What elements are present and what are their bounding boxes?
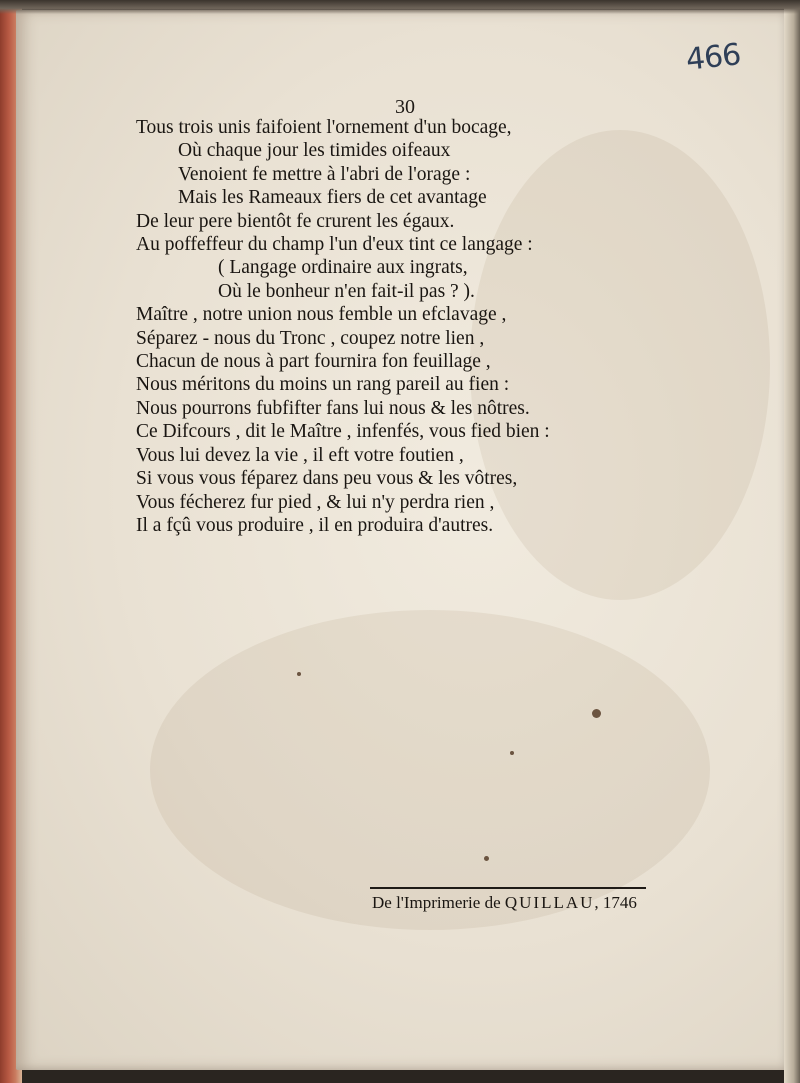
horizontal-rule [370, 887, 646, 889]
poem-line: Où chaque jour les timides oifeaux [178, 140, 451, 162]
poem-line: Chacun de nous à part fournira fon feuillage , [136, 351, 491, 373]
top-shadow [0, 0, 800, 14]
page-number: 30 [395, 96, 415, 118]
poem-line: ( Langage ordinaire aux ingrats, [218, 257, 468, 279]
ink-spot [484, 856, 489, 861]
poem-line: Maître , notre union nous femble un efclavage , [136, 304, 507, 326]
poem-line: Tous trois unis faifoient l'ornement d'un bocage, [136, 117, 512, 138]
poem-line: Nous pourrons fubfifter fans lui nous & les nôtres. [136, 397, 530, 419]
poem-line: Si vous vous féparez dans peu vous & les vôtres, [136, 468, 518, 490]
imprint-line [372, 893, 637, 913]
imprint-year: , 1746 [594, 893, 637, 912]
poem-body [136, 116, 550, 537]
ink-spot [297, 672, 301, 676]
book-edge-right [784, 0, 800, 1083]
handwritten-folio-number: 466 [684, 37, 742, 78]
poem-line: Vous fécherez fur pied , & lui n'y perdra rien , [136, 491, 495, 513]
poem-line: Venoient fe mettre à l'abri de l'orage : [178, 163, 471, 185]
poem-line: Nous méritons du moins un rang pareil au fien : [136, 374, 510, 396]
show-through-shadow [150, 610, 710, 930]
printer-name: QUILLAU [504, 893, 595, 912]
poem-line: Où le bonheur n'en fait-il pas ? ). [218, 280, 475, 302]
poem-line: Mais les Rameaux fiers de cet avantage [178, 187, 487, 209]
poem-line: Ce Difcours , dit le Maître , infenfés, vous fied bien : [136, 421, 550, 443]
poem-line: Vous lui devez la vie , il eft votre foutien , [136, 444, 464, 466]
poem-line: De leur pere bientôt fe crurent les égaux. [136, 210, 455, 232]
poem-line: Séparez - nous du Tronc , coupez notre lien , [136, 327, 485, 349]
ink-spot [510, 751, 514, 755]
imprint-prefix: De l'Imprimerie de [372, 893, 505, 912]
ink-spot [592, 709, 601, 718]
poem-line: Il a fçû vous produire , il en produira d'autres. [136, 514, 494, 536]
poem-line: Au poffeffeur du champ l'un d'eux tint ce langage : [136, 234, 533, 256]
